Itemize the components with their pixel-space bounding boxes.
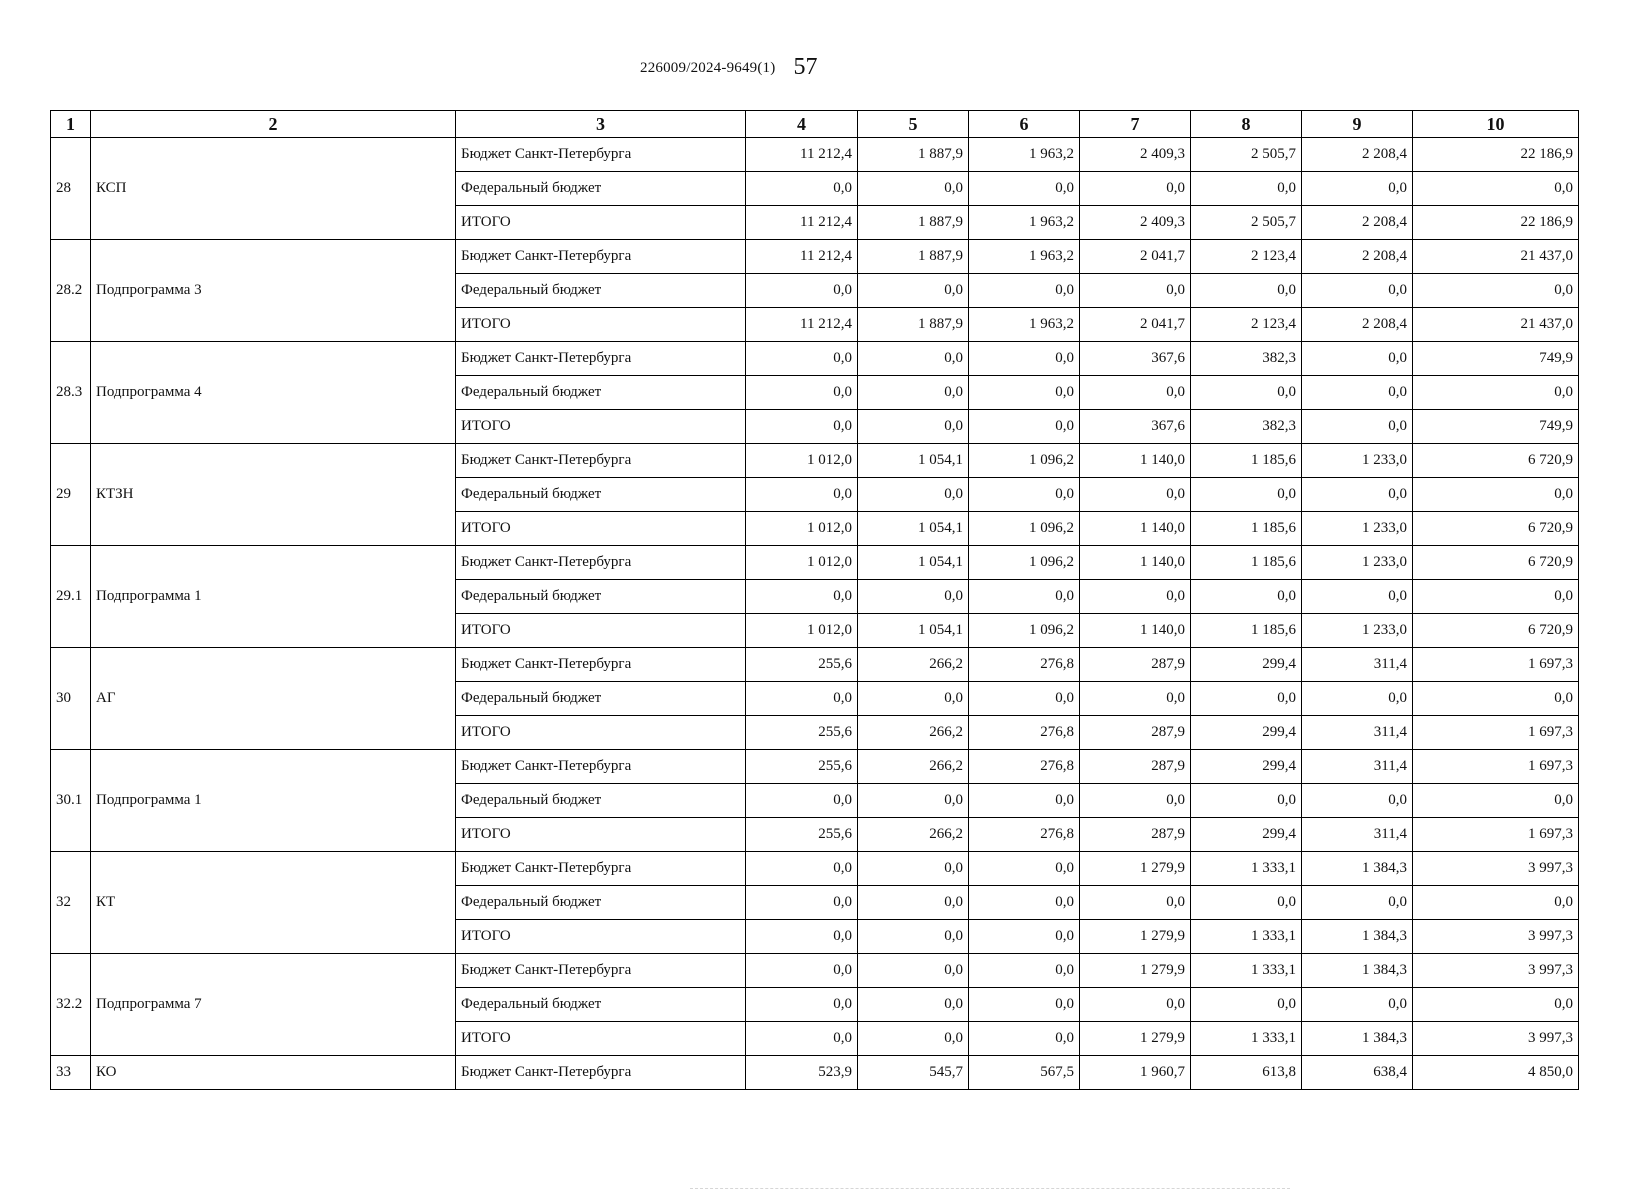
value-cell: 1 140,0 bbox=[1080, 614, 1191, 648]
value-cell: 0,0 bbox=[746, 172, 858, 206]
value-cell: 3 997,3 bbox=[1413, 1022, 1579, 1056]
row-code: 28.3 bbox=[51, 342, 91, 444]
value-cell: 1 279,9 bbox=[1080, 852, 1191, 886]
column-header: 7 bbox=[1080, 111, 1191, 138]
row-code: 33 bbox=[51, 1056, 91, 1090]
value-cell: 1 697,3 bbox=[1413, 648, 1579, 682]
value-cell: 6 720,9 bbox=[1413, 614, 1579, 648]
table-row bbox=[51, 648, 1579, 682]
value-cell: 3 997,3 bbox=[1413, 852, 1579, 886]
value-cell: 1 887,9 bbox=[858, 138, 969, 172]
column-header: 4 bbox=[746, 111, 858, 138]
value-cell: 266,2 bbox=[858, 818, 969, 852]
value-cell: 1 333,1 bbox=[1191, 1022, 1302, 1056]
value-cell: 1 384,3 bbox=[1302, 954, 1413, 988]
value-cell: 0,0 bbox=[1080, 274, 1191, 308]
value-cell: 0,0 bbox=[1302, 784, 1413, 818]
value-cell: 0,0 bbox=[1302, 410, 1413, 444]
value-cell: 0,0 bbox=[746, 988, 858, 1022]
value-cell: 0,0 bbox=[1080, 886, 1191, 920]
value-cell: 255,6 bbox=[746, 648, 858, 682]
value-cell: 1 185,6 bbox=[1191, 614, 1302, 648]
value-cell: 0,0 bbox=[1302, 682, 1413, 716]
value-cell: 3 997,3 bbox=[1413, 954, 1579, 988]
value-cell: 0,0 bbox=[746, 886, 858, 920]
value-cell: 1 233,0 bbox=[1302, 614, 1413, 648]
value-cell: 1 963,2 bbox=[969, 206, 1080, 240]
value-cell: 1 333,1 bbox=[1191, 852, 1302, 886]
value-cell: 0,0 bbox=[1413, 274, 1579, 308]
value-cell: 4 850,0 bbox=[1413, 1056, 1579, 1090]
column-header: 5 bbox=[858, 111, 969, 138]
value-cell: 6 720,9 bbox=[1413, 444, 1579, 478]
value-cell: 0,0 bbox=[969, 478, 1080, 512]
value-cell: 0,0 bbox=[1191, 784, 1302, 818]
value-cell: 1 054,1 bbox=[858, 546, 969, 580]
value-cell: 255,6 bbox=[746, 750, 858, 784]
column-header: 8 bbox=[1191, 111, 1302, 138]
value-cell: 0,0 bbox=[969, 920, 1080, 954]
value-cell: 0,0 bbox=[1080, 478, 1191, 512]
value-cell: 1 279,9 bbox=[1080, 1022, 1191, 1056]
value-cell: 0,0 bbox=[969, 886, 1080, 920]
budget-source-label: Бюджет Санкт-Петербурга bbox=[456, 648, 746, 682]
value-cell: 1 279,9 bbox=[1080, 954, 1191, 988]
value-cell: 0,0 bbox=[1302, 376, 1413, 410]
value-cell: 382,3 bbox=[1191, 410, 1302, 444]
budget-source-label: Федеральный бюджет bbox=[456, 886, 746, 920]
value-cell: 1 233,0 bbox=[1302, 546, 1413, 580]
value-cell: 382,3 bbox=[1191, 342, 1302, 376]
value-cell: 276,8 bbox=[969, 750, 1080, 784]
value-cell: 1 096,2 bbox=[969, 614, 1080, 648]
budget-source-label: Бюджет Санкт-Петербурга bbox=[456, 138, 746, 172]
value-cell: 21 437,0 bbox=[1413, 240, 1579, 274]
budget-source-label: Федеральный бюджет bbox=[456, 784, 746, 818]
value-cell: 0,0 bbox=[1413, 580, 1579, 614]
value-cell: 2 123,4 bbox=[1191, 308, 1302, 342]
value-cell: 2 208,4 bbox=[1302, 206, 1413, 240]
budget-source-label: Федеральный бюджет bbox=[456, 580, 746, 614]
value-cell: 11 212,4 bbox=[746, 240, 858, 274]
value-cell: 1 012,0 bbox=[746, 614, 858, 648]
value-cell: 0,0 bbox=[969, 172, 1080, 206]
value-cell: 0,0 bbox=[1080, 682, 1191, 716]
value-cell: 1 140,0 bbox=[1080, 444, 1191, 478]
value-cell: 0,0 bbox=[858, 682, 969, 716]
value-cell: 0,0 bbox=[746, 920, 858, 954]
row-code: 29 bbox=[51, 444, 91, 546]
value-cell: 1 012,0 bbox=[746, 546, 858, 580]
value-cell: 0,0 bbox=[1191, 580, 1302, 614]
value-cell: 6 720,9 bbox=[1413, 512, 1579, 546]
value-cell: 0,0 bbox=[969, 274, 1080, 308]
value-cell: 1 960,7 bbox=[1080, 1056, 1191, 1090]
value-cell: 2 409,3 bbox=[1080, 206, 1191, 240]
value-cell: 311,4 bbox=[1302, 750, 1413, 784]
row-name: КО bbox=[91, 1056, 456, 1090]
value-cell: 0,0 bbox=[1413, 886, 1579, 920]
value-cell: 311,4 bbox=[1302, 716, 1413, 750]
row-name: КТЗН bbox=[91, 444, 456, 546]
value-cell: 0,0 bbox=[969, 342, 1080, 376]
value-cell: 0,0 bbox=[858, 1022, 969, 1056]
value-cell: 0,0 bbox=[969, 988, 1080, 1022]
table-row bbox=[51, 546, 1579, 580]
budget-source-label: ИТОГО bbox=[456, 818, 746, 852]
value-cell: 0,0 bbox=[969, 852, 1080, 886]
value-cell: 287,9 bbox=[1080, 818, 1191, 852]
budget-source-label: Бюджет Санкт-Петербурга bbox=[456, 1056, 746, 1090]
value-cell: 0,0 bbox=[746, 376, 858, 410]
row-code: 30 bbox=[51, 648, 91, 750]
budget-source-label: ИТОГО bbox=[456, 512, 746, 546]
row-code: 30.1 bbox=[51, 750, 91, 852]
value-cell: 613,8 bbox=[1191, 1056, 1302, 1090]
budget-source-label: ИТОГО bbox=[456, 206, 746, 240]
column-header: 9 bbox=[1302, 111, 1413, 138]
budget-source-label: Федеральный бюджет bbox=[456, 682, 746, 716]
value-cell: 1 963,2 bbox=[969, 240, 1080, 274]
budget-table bbox=[50, 110, 1579, 1090]
value-cell: 2 409,3 bbox=[1080, 138, 1191, 172]
row-name: АГ bbox=[91, 648, 456, 750]
value-cell: 1 185,6 bbox=[1191, 444, 1302, 478]
value-cell: 1 012,0 bbox=[746, 512, 858, 546]
value-cell: 1 963,2 bbox=[969, 308, 1080, 342]
value-cell: 0,0 bbox=[746, 852, 858, 886]
row-name: Подпрограмма 1 bbox=[91, 750, 456, 852]
budget-source-label: ИТОГО bbox=[456, 410, 746, 444]
value-cell: 0,0 bbox=[1191, 886, 1302, 920]
row-name: КСП bbox=[91, 138, 456, 240]
value-cell: 0,0 bbox=[1302, 172, 1413, 206]
value-cell: 287,9 bbox=[1080, 648, 1191, 682]
value-cell: 0,0 bbox=[746, 1022, 858, 1056]
row-code: 29.1 bbox=[51, 546, 91, 648]
value-cell: 311,4 bbox=[1302, 818, 1413, 852]
value-cell: 749,9 bbox=[1413, 410, 1579, 444]
value-cell: 287,9 bbox=[1080, 716, 1191, 750]
value-cell: 22 186,9 bbox=[1413, 206, 1579, 240]
row-code: 28 bbox=[51, 138, 91, 240]
value-cell: 1 140,0 bbox=[1080, 512, 1191, 546]
budget-source-label: Федеральный бюджет bbox=[456, 376, 746, 410]
value-cell: 0,0 bbox=[1302, 342, 1413, 376]
value-cell: 299,4 bbox=[1191, 750, 1302, 784]
row-name: Подпрограмма 7 bbox=[91, 954, 456, 1056]
table-row bbox=[51, 342, 1579, 376]
value-cell: 367,6 bbox=[1080, 410, 1191, 444]
value-cell: 0,0 bbox=[1302, 886, 1413, 920]
value-cell: 0,0 bbox=[858, 852, 969, 886]
budget-source-label: Бюджет Санкт-Петербурга bbox=[456, 444, 746, 478]
column-header: 10 bbox=[1413, 111, 1579, 138]
value-cell: 567,5 bbox=[969, 1056, 1080, 1090]
value-cell: 11 212,4 bbox=[746, 206, 858, 240]
value-cell: 276,8 bbox=[969, 648, 1080, 682]
value-cell: 0,0 bbox=[858, 580, 969, 614]
value-cell: 1 697,3 bbox=[1413, 716, 1579, 750]
budget-source-label: ИТОГО bbox=[456, 1022, 746, 1056]
value-cell: 1 887,9 bbox=[858, 206, 969, 240]
budget-source-label: Бюджет Санкт-Петербурга bbox=[456, 852, 746, 886]
value-cell: 22 186,9 bbox=[1413, 138, 1579, 172]
value-cell: 1 096,2 bbox=[969, 512, 1080, 546]
row-name: Подпрограмма 1 bbox=[91, 546, 456, 648]
page-number: 57 bbox=[793, 54, 818, 80]
document-number: 226009/2024-9649(1) bbox=[640, 60, 776, 76]
table-row bbox=[51, 852, 1579, 886]
table-body bbox=[51, 138, 1579, 1090]
value-cell: 1 384,3 bbox=[1302, 920, 1413, 954]
value-cell: 1 054,1 bbox=[858, 444, 969, 478]
value-cell: 0,0 bbox=[969, 376, 1080, 410]
budget-source-label: ИТОГО bbox=[456, 308, 746, 342]
value-cell: 0,0 bbox=[1302, 478, 1413, 512]
value-cell: 0,0 bbox=[1080, 376, 1191, 410]
budget-source-label: Федеральный бюджет bbox=[456, 172, 746, 206]
value-cell: 545,7 bbox=[858, 1056, 969, 1090]
value-cell: 311,4 bbox=[1302, 648, 1413, 682]
value-cell: 1 233,0 bbox=[1302, 444, 1413, 478]
value-cell: 0,0 bbox=[1080, 580, 1191, 614]
value-cell: 0,0 bbox=[1413, 988, 1579, 1022]
table-row bbox=[51, 750, 1579, 784]
budget-source-label: Бюджет Санкт-Петербурга bbox=[456, 546, 746, 580]
value-cell: 0,0 bbox=[858, 954, 969, 988]
column-header: 2 bbox=[91, 111, 456, 138]
value-cell: 0,0 bbox=[969, 1022, 1080, 1056]
value-cell: 1 887,9 bbox=[858, 240, 969, 274]
value-cell: 0,0 bbox=[858, 920, 969, 954]
row-code: 32 bbox=[51, 852, 91, 954]
value-cell: 2 041,7 bbox=[1080, 308, 1191, 342]
value-cell: 0,0 bbox=[746, 682, 858, 716]
value-cell: 21 437,0 bbox=[1413, 308, 1579, 342]
value-cell: 0,0 bbox=[746, 410, 858, 444]
table-row bbox=[51, 138, 1579, 172]
value-cell: 523,9 bbox=[746, 1056, 858, 1090]
value-cell: 0,0 bbox=[969, 784, 1080, 818]
value-cell: 1 697,3 bbox=[1413, 750, 1579, 784]
value-cell: 1 096,2 bbox=[969, 444, 1080, 478]
column-header: 1 bbox=[51, 111, 91, 138]
row-code: 28.2 bbox=[51, 240, 91, 342]
value-cell: 1 233,0 bbox=[1302, 512, 1413, 546]
value-cell: 0,0 bbox=[746, 342, 858, 376]
value-cell: 0,0 bbox=[1191, 478, 1302, 512]
table-row bbox=[51, 954, 1579, 988]
column-header: 6 bbox=[969, 111, 1080, 138]
value-cell: 11 212,4 bbox=[746, 138, 858, 172]
value-cell: 1 333,1 bbox=[1191, 920, 1302, 954]
budget-source-label: ИТОГО bbox=[456, 920, 746, 954]
value-cell: 0,0 bbox=[746, 478, 858, 512]
value-cell: 0,0 bbox=[858, 784, 969, 818]
value-cell: 3 997,3 bbox=[1413, 920, 1579, 954]
value-cell: 0,0 bbox=[858, 376, 969, 410]
value-cell: 1 054,1 bbox=[858, 614, 969, 648]
value-cell: 0,0 bbox=[746, 954, 858, 988]
value-cell: 0,0 bbox=[1191, 376, 1302, 410]
value-cell: 1 054,1 bbox=[858, 512, 969, 546]
value-cell: 299,4 bbox=[1191, 648, 1302, 682]
value-cell: 0,0 bbox=[1413, 784, 1579, 818]
page-header bbox=[640, 52, 817, 79]
value-cell: 2 208,4 bbox=[1302, 240, 1413, 274]
value-cell: 0,0 bbox=[1302, 988, 1413, 1022]
value-cell: 0,0 bbox=[1191, 274, 1302, 308]
value-cell: 1 887,9 bbox=[858, 308, 969, 342]
value-cell: 2 208,4 bbox=[1302, 308, 1413, 342]
value-cell: 0,0 bbox=[858, 410, 969, 444]
value-cell: 749,9 bbox=[1413, 342, 1579, 376]
value-cell: 0,0 bbox=[1191, 682, 1302, 716]
row-code: 32.2 bbox=[51, 954, 91, 1056]
value-cell: 2 123,4 bbox=[1191, 240, 1302, 274]
value-cell: 0,0 bbox=[969, 410, 1080, 444]
value-cell: 0,0 bbox=[1413, 376, 1579, 410]
row-name: КТ bbox=[91, 852, 456, 954]
value-cell: 0,0 bbox=[969, 682, 1080, 716]
value-cell: 0,0 bbox=[858, 478, 969, 512]
value-cell: 0,0 bbox=[969, 954, 1080, 988]
value-cell: 367,6 bbox=[1080, 342, 1191, 376]
table-row bbox=[51, 1056, 1579, 1090]
scan-artifact bbox=[690, 1188, 1290, 1191]
table-row bbox=[51, 240, 1579, 274]
value-cell: 2 505,7 bbox=[1191, 206, 1302, 240]
value-cell: 0,0 bbox=[1413, 682, 1579, 716]
value-cell: 2 505,7 bbox=[1191, 138, 1302, 172]
value-cell: 255,6 bbox=[746, 716, 858, 750]
value-cell: 0,0 bbox=[858, 172, 969, 206]
value-cell: 0,0 bbox=[1191, 988, 1302, 1022]
budget-source-label: Бюджет Санкт-Петербурга bbox=[456, 954, 746, 988]
value-cell: 266,2 bbox=[858, 648, 969, 682]
budget-source-label: ИТОГО bbox=[456, 716, 746, 750]
column-header: 3 bbox=[456, 111, 746, 138]
value-cell: 1 279,9 bbox=[1080, 920, 1191, 954]
value-cell: 2 208,4 bbox=[1302, 138, 1413, 172]
budget-source-label: Федеральный бюджет bbox=[456, 478, 746, 512]
value-cell: 276,8 bbox=[969, 818, 1080, 852]
value-cell: 266,2 bbox=[858, 750, 969, 784]
value-cell: 1 963,2 bbox=[969, 138, 1080, 172]
value-cell: 0,0 bbox=[746, 274, 858, 308]
value-cell: 0,0 bbox=[969, 580, 1080, 614]
value-cell: 255,6 bbox=[746, 818, 858, 852]
value-cell: 0,0 bbox=[858, 988, 969, 1022]
value-cell: 299,4 bbox=[1191, 818, 1302, 852]
value-cell: 299,4 bbox=[1191, 716, 1302, 750]
value-cell: 0,0 bbox=[1080, 172, 1191, 206]
value-cell: 0,0 bbox=[858, 342, 969, 376]
value-cell: 1 096,2 bbox=[969, 546, 1080, 580]
value-cell: 0,0 bbox=[1191, 172, 1302, 206]
value-cell: 0,0 bbox=[1302, 274, 1413, 308]
value-cell: 0,0 bbox=[1080, 784, 1191, 818]
column-number-row bbox=[51, 111, 1579, 138]
table-row bbox=[51, 444, 1579, 478]
value-cell: 0,0 bbox=[858, 886, 969, 920]
value-cell: 276,8 bbox=[969, 716, 1080, 750]
value-cell: 0,0 bbox=[1413, 172, 1579, 206]
value-cell: 1 384,3 bbox=[1302, 852, 1413, 886]
row-name: Подпрограмма 3 bbox=[91, 240, 456, 342]
value-cell: 0,0 bbox=[1302, 580, 1413, 614]
value-cell: 266,2 bbox=[858, 716, 969, 750]
value-cell: 0,0 bbox=[746, 784, 858, 818]
budget-source-label: ИТОГО bbox=[456, 614, 746, 648]
value-cell: 1 012,0 bbox=[746, 444, 858, 478]
value-cell: 1 185,6 bbox=[1191, 546, 1302, 580]
value-cell: 2 041,7 bbox=[1080, 240, 1191, 274]
value-cell: 1 333,1 bbox=[1191, 954, 1302, 988]
value-cell: 1 140,0 bbox=[1080, 546, 1191, 580]
value-cell: 0,0 bbox=[1413, 478, 1579, 512]
budget-source-label: Федеральный бюджет bbox=[456, 988, 746, 1022]
value-cell: 0,0 bbox=[858, 274, 969, 308]
budget-source-label: Бюджет Санкт-Петербурга bbox=[456, 240, 746, 274]
budget-source-label: Бюджет Санкт-Петербурга bbox=[456, 750, 746, 784]
value-cell: 0,0 bbox=[1080, 988, 1191, 1022]
value-cell: 11 212,4 bbox=[746, 308, 858, 342]
row-name: Подпрограмма 4 bbox=[91, 342, 456, 444]
value-cell: 0,0 bbox=[746, 580, 858, 614]
value-cell: 6 720,9 bbox=[1413, 546, 1579, 580]
value-cell: 1 697,3 bbox=[1413, 818, 1579, 852]
budget-source-label: Федеральный бюджет bbox=[456, 274, 746, 308]
value-cell: 287,9 bbox=[1080, 750, 1191, 784]
value-cell: 1 185,6 bbox=[1191, 512, 1302, 546]
budget-source-label: Бюджет Санкт-Петербурга bbox=[456, 342, 746, 376]
value-cell: 638,4 bbox=[1302, 1056, 1413, 1090]
value-cell: 1 384,3 bbox=[1302, 1022, 1413, 1056]
